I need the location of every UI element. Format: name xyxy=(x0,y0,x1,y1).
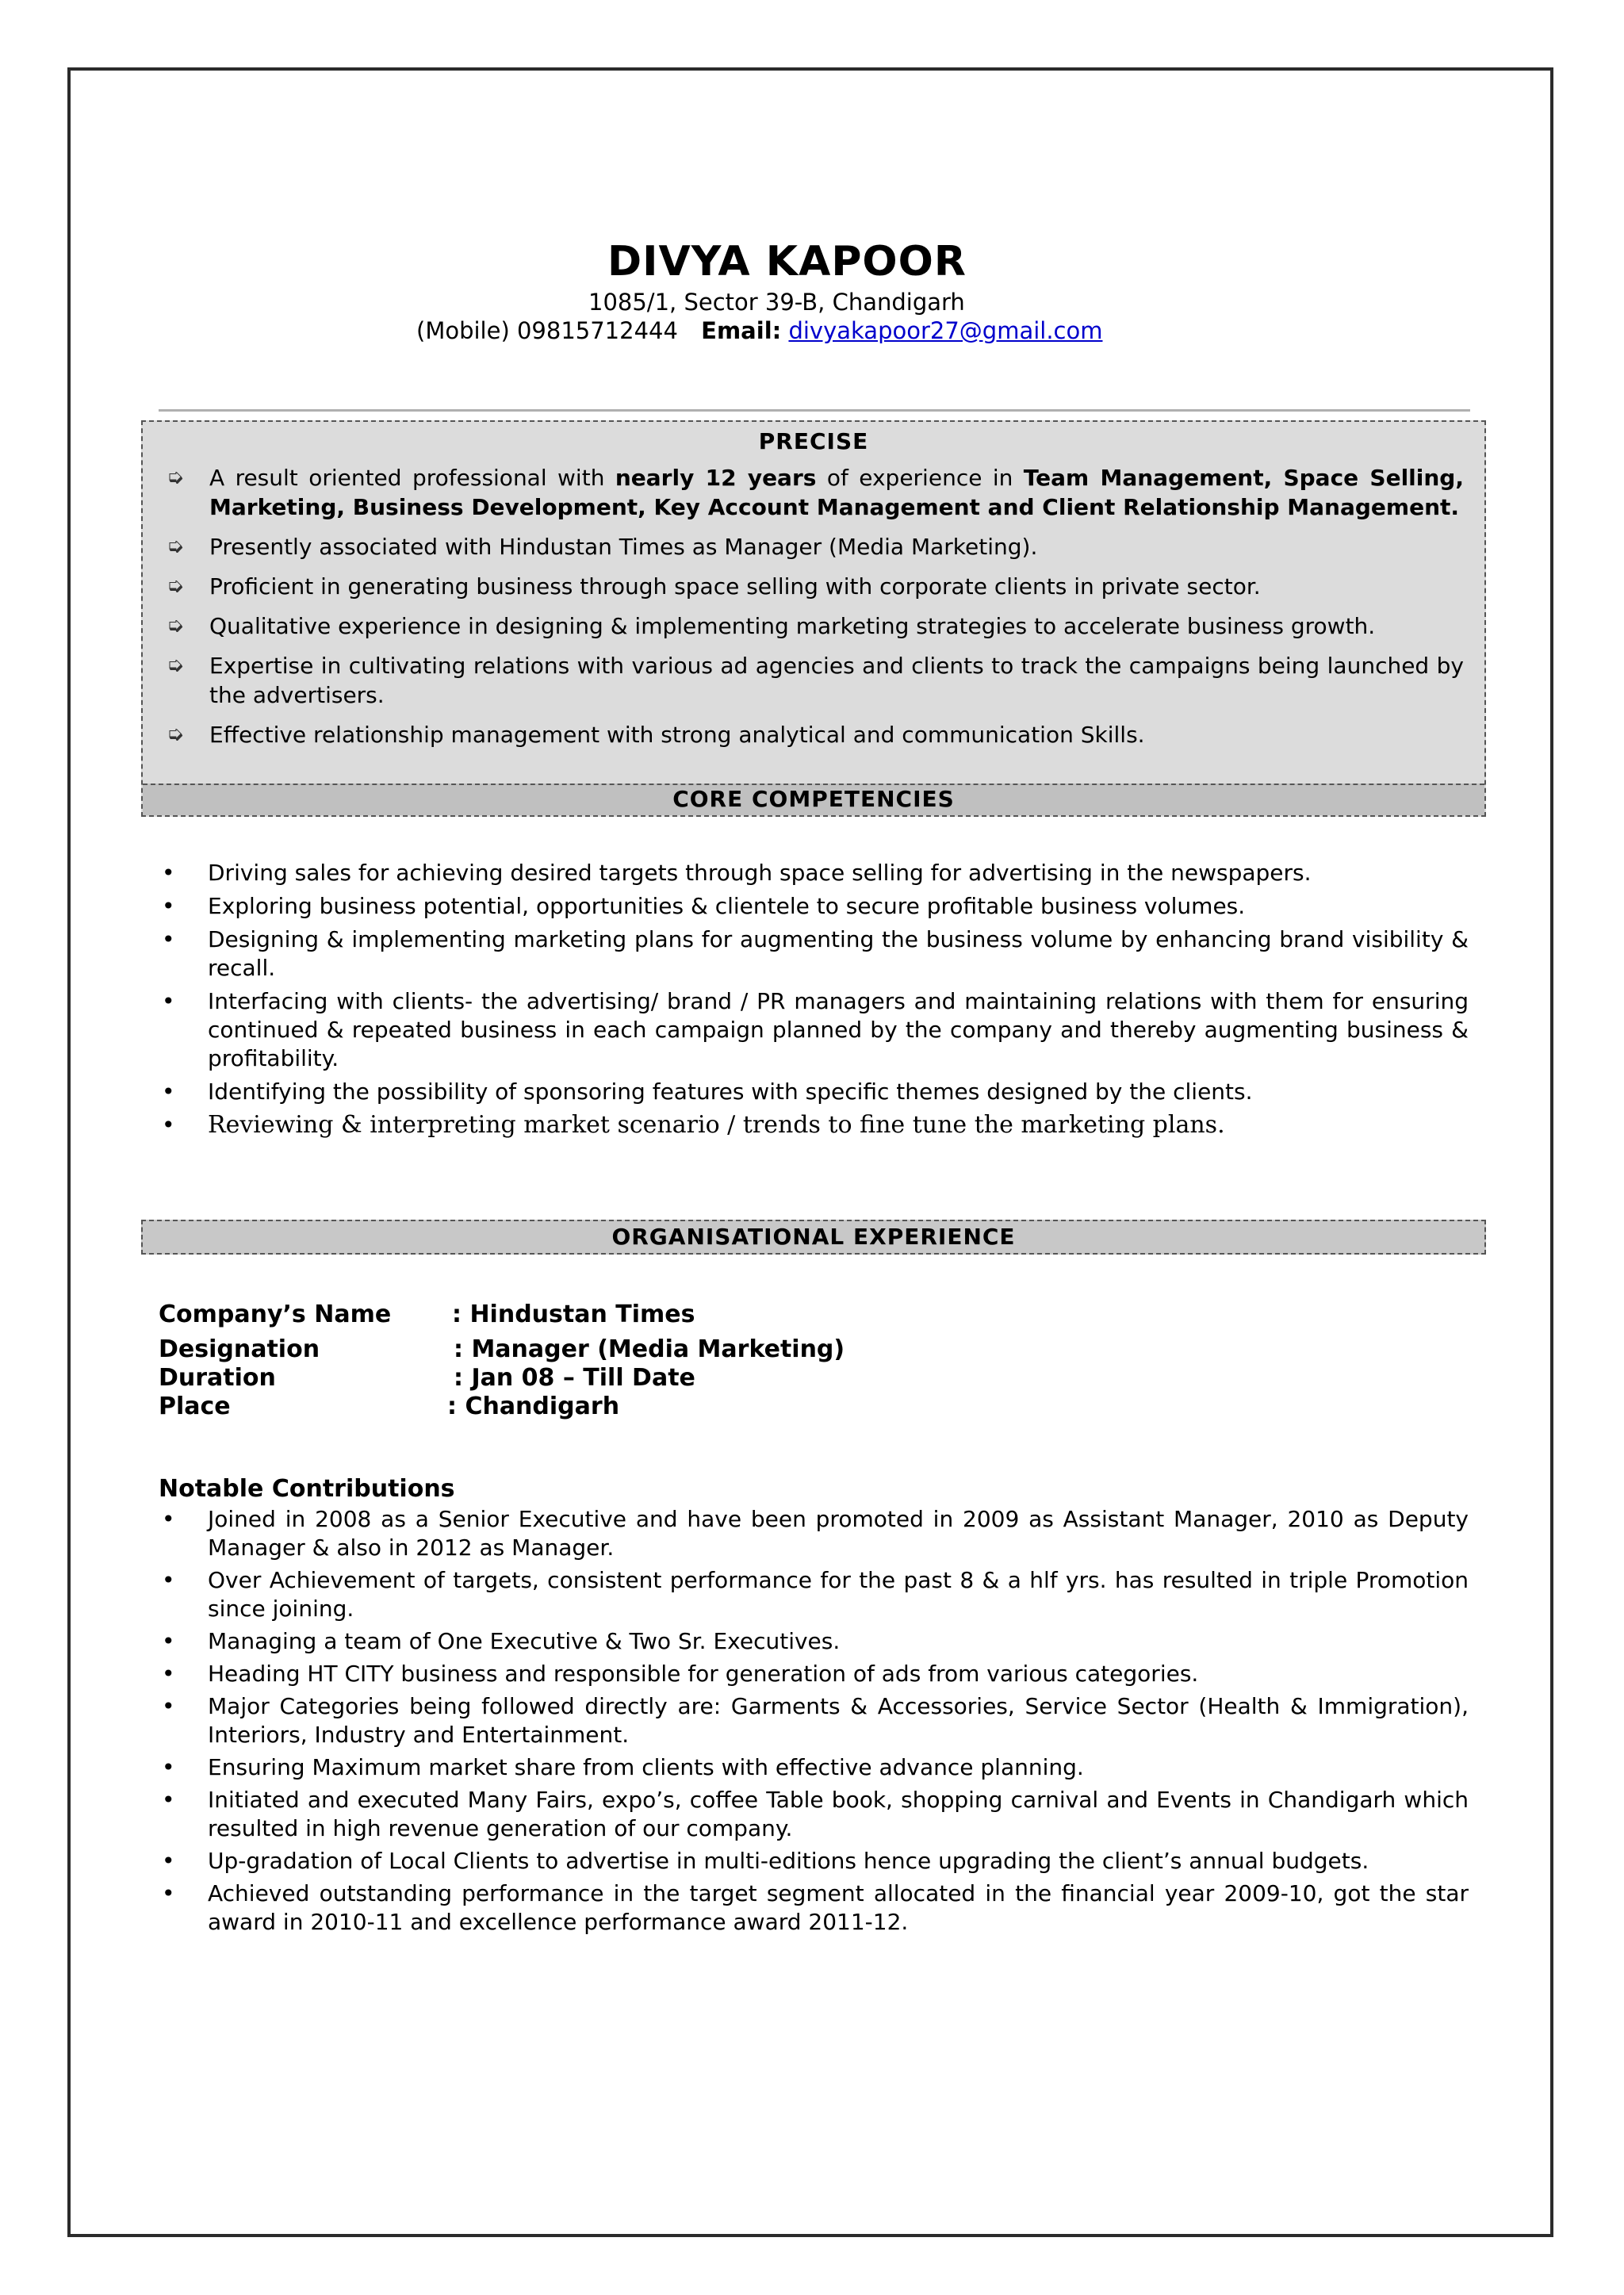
bullet-icon: • xyxy=(162,860,175,886)
candidate-name: DIVYA KAPOOR xyxy=(607,238,967,285)
bullet-icon: • xyxy=(162,1628,175,1654)
company-value: : Hindustan Times xyxy=(452,1301,695,1328)
contact-line xyxy=(416,317,1102,344)
bullet-icon: • xyxy=(162,1754,175,1780)
list-item: • Exploring business potential, opportunities & clientele to secure profitable business volumes. xyxy=(162,893,1246,919)
precise-item: ➭ Presently associated with Hindustan Times as Manager (Media Marketing). xyxy=(167,534,1038,560)
precise-item: ➭ A result oriented professional with nearly 12 years of experience in Team Management, Space Selling, Marketing, Business Development, Key Account Management and Client Relationship Management. xyxy=(167,465,1464,520)
address: 1085/1, Sector 39-B, Chandigarh xyxy=(588,289,965,316)
list-item: • Reviewing & interpreting market scenario / trends to fine tune the marketing plans. xyxy=(162,1111,1225,1139)
email-label: Email: xyxy=(701,317,782,344)
email-link[interactable]: divyakapoor27@gmail.com xyxy=(788,317,1103,344)
bullet-icon: • xyxy=(162,926,175,952)
list-item: • Ensuring Maximum market share from clients with effective advance planning. xyxy=(162,1754,1084,1780)
list-item: • Achieved outstanding performance in the target segment allocated in the financial year 2009-10, got the star award in 2010-11 and excellence performance award 2011-12. xyxy=(162,1880,1469,1935)
bullet-icon: • xyxy=(162,1506,175,1532)
header-divider xyxy=(159,409,1470,412)
duration-label: Duration xyxy=(159,1364,276,1392)
organisational-experience-title: ORGANISATIONAL EXPERIENCE xyxy=(141,1220,1486,1255)
bullet-icon: • xyxy=(162,1112,175,1138)
place-label: Place xyxy=(159,1393,231,1420)
list-item: • Joined in 2008 as a Senior Executive and have been promoted in 2009 as Assistant Manager, 2010 as Deputy Manager & also in 2012 as Manager. xyxy=(162,1506,1469,1561)
bullet-icon: • xyxy=(162,1787,175,1813)
core-competencies-list xyxy=(159,859,1469,1144)
notable-contributions-title: Notable Contributions xyxy=(159,1475,455,1503)
core-competencies-title: CORE COMPETENCIES xyxy=(143,784,1484,815)
arrow-icon: ➭ xyxy=(167,534,184,558)
list-item: • Over Achievement of targets, consistent performance for the past 8 & a hlf yrs. has resulted in triple Promotion since joining. xyxy=(162,1567,1469,1622)
precise-item: ➭ Expertise in cultivating relations with various ad agencies and clients to track the campaigns being launched by the advertisers. xyxy=(167,653,1464,708)
precise-item: ➭ Proficient in generating business through space selling with corporate clients in private sector. xyxy=(167,573,1261,600)
bullet-icon: • xyxy=(162,1880,175,1906)
list-item: • Interfacing with clients- the advertising/ brand / PR managers and maintaining relations with them for ensuring continued & repeated business in each campaign planned by the company and thereby augmenting business & profitability. xyxy=(162,988,1469,1071)
arrow-icon: ➭ xyxy=(167,722,184,746)
company-label: Company’s Name xyxy=(159,1301,392,1328)
arrow-icon: ➭ xyxy=(167,614,184,638)
arrow-icon: ➭ xyxy=(167,466,184,489)
list-item: • Initiated and executed Many Fairs, expo’s, coffee Table book, shopping carnival and Events in Chandigarh which resulted in high revenue generation of our company. xyxy=(162,1787,1469,1841)
duration-value: : Jan 08 – Till Date xyxy=(454,1364,695,1392)
bullet-icon: • xyxy=(162,1079,175,1105)
list-item: • Heading HT CITY business and responsible for generation of ads from various categories. xyxy=(162,1661,1199,1687)
bullet-icon: • xyxy=(162,1567,175,1593)
notable-contributions-list xyxy=(159,1505,1469,1941)
list-item: • Designing & implementing marketing plans for augmenting the business volume by enhancing brand visibility & recall. xyxy=(162,926,1469,981)
mobile-number: (Mobile) 09815712444 xyxy=(416,317,678,344)
bullet-icon: • xyxy=(162,893,175,919)
designation-label: Designation xyxy=(159,1335,320,1363)
designation-value: : Manager (Media Marketing) xyxy=(454,1335,845,1363)
list-item: • Managing a team of One Executive & Two Sr. Executives. xyxy=(162,1628,841,1654)
bullet-icon: • xyxy=(162,1848,175,1874)
list-item: • Identifying the possibility of sponsoring features with specific themes designed by the clients. xyxy=(162,1079,1253,1105)
list-item: • Up-gradation of Local Clients to advertise in multi-editions hence upgrading the client’s annual budgets. xyxy=(162,1848,1369,1874)
precise-section xyxy=(141,420,1486,817)
bullet-icon: • xyxy=(162,1661,175,1687)
place-value: : Chandigarh xyxy=(447,1393,620,1420)
precise-item: ➭ Qualitative experience in designing & implementing marketing strategies to accelerate business growth. xyxy=(167,613,1376,639)
list-item: • Driving sales for achieving desired targets through space selling for advertising in the newspapers. xyxy=(162,860,1312,886)
list-item: • Major Categories being followed directly are: Garments & Accessories, Service Sector (Health & Immigration), Interiors, Industry and Entertainment. xyxy=(162,1693,1469,1748)
arrow-icon: ➭ xyxy=(167,653,184,677)
bullet-icon: • xyxy=(162,1693,175,1719)
precise-list xyxy=(154,463,1464,760)
precise-title: PRECISE xyxy=(758,428,869,454)
bullet-icon: • xyxy=(162,988,175,1014)
precise-item: ➭ Effective relationship management with strong analytical and communication Skills. xyxy=(167,722,1145,748)
arrow-icon: ➭ xyxy=(167,574,184,598)
